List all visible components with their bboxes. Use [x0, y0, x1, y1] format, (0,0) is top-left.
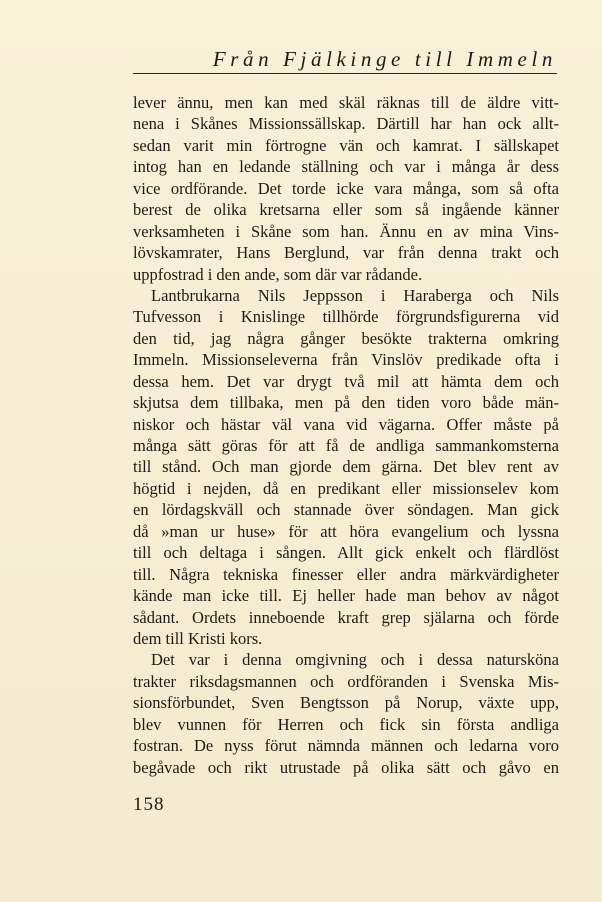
- text-line: många sätt göras för att få de andliga sammankomsterna: [133, 436, 559, 455]
- text-line: en lördagskväll och stannade över söndagen. Man gick: [133, 500, 559, 520]
- body-text: [133, 92, 559, 778]
- text-line: blev vunnen för Herren och fick sin första andliga: [133, 714, 559, 734]
- text-line: kände man icke till. Ej heller hade man behov av något: [133, 586, 559, 606]
- text-line: verksamheten i Skåne som han. Ännu en av mina Vins-: [133, 221, 559, 241]
- text-line: Immeln. Missionseleverna från Vinslöv predikade ofta i: [133, 350, 559, 370]
- text-line: Tufvesson i Knislinge tillhörde förgrundsfigurerna vid: [133, 307, 559, 327]
- header-rule: [133, 73, 557, 74]
- text-line: lövskamrater, Hans Berglund, var från denna trakt och: [133, 243, 559, 263]
- text-line: trakter riksdagsmannen och ordföranden i Svenska Mis-: [133, 671, 559, 691]
- text-line: nena i Skånes Missionssällskap. Därtill har han ock allt-: [133, 114, 559, 134]
- text-line: vice ordförande. Det torde icke vara många, som så ofta: [133, 178, 559, 198]
- text-line: uppfostrad i den ande, som där var rådande.: [133, 264, 423, 284]
- text-line: högtid i nejden, då en predikant eller missionselev kom: [133, 478, 559, 498]
- page-number: 158: [133, 794, 165, 815]
- text-line: sionsförbundet, Sven Bengtsson på Norup, växte upp,: [133, 693, 559, 713]
- text-line: till och deltaga i sången. Allt gick enkelt och flärdlöst: [133, 543, 559, 563]
- text-line: dessa hem. Det var drygt två mil att hämta dem och: [133, 371, 559, 391]
- text-line: då »man ur huse» för att höra evangelium och lyssna: [133, 521, 559, 541]
- text-line: berest de olika kretsarna eller som så ingående känner: [133, 200, 559, 220]
- text-line: intog han en ledande ställning och var i många år dess: [133, 157, 559, 177]
- text-line: fostran. De nyss förut nämnda männen och ledarna voro: [133, 736, 559, 756]
- text-line: Lantbrukarna Nils Jeppsson i Haraberga och Nils: [151, 285, 559, 305]
- text-line: lever ännu, men kan med skäl räknas till de äldre vitt-: [133, 93, 559, 112]
- text-line: sedan varit min förtrogne vän och kamrat. I sällskapet: [133, 135, 559, 155]
- text-line: begåvade och rikt utrustade på olika sätt och gåvo en: [133, 757, 559, 777]
- text-line: sådant. Ordets inneboende kraft grep själarna och förde: [133, 607, 559, 627]
- text-line: niskor och hästar väl vana vid vägarna. Offer måste på: [133, 414, 559, 434]
- text-line: till. Några tekniska finesser eller andra märkvärdigheter: [133, 564, 559, 584]
- text-line: till stånd. Och man gjorde dem gärna. Det blev rent av: [133, 457, 559, 477]
- text-line: den tid, jag några gånger besökte trakterna omkring: [133, 328, 559, 348]
- text-line: skjutsa dem tillbaka, men på den tiden voro både män-: [133, 393, 559, 413]
- running-head: Från Fjälkinge till Immeln: [212, 47, 557, 71]
- text-line: dem till Kristi kors.: [133, 628, 263, 648]
- text-line: Det var i denna omgivning och i dessa natursköna: [151, 650, 559, 670]
